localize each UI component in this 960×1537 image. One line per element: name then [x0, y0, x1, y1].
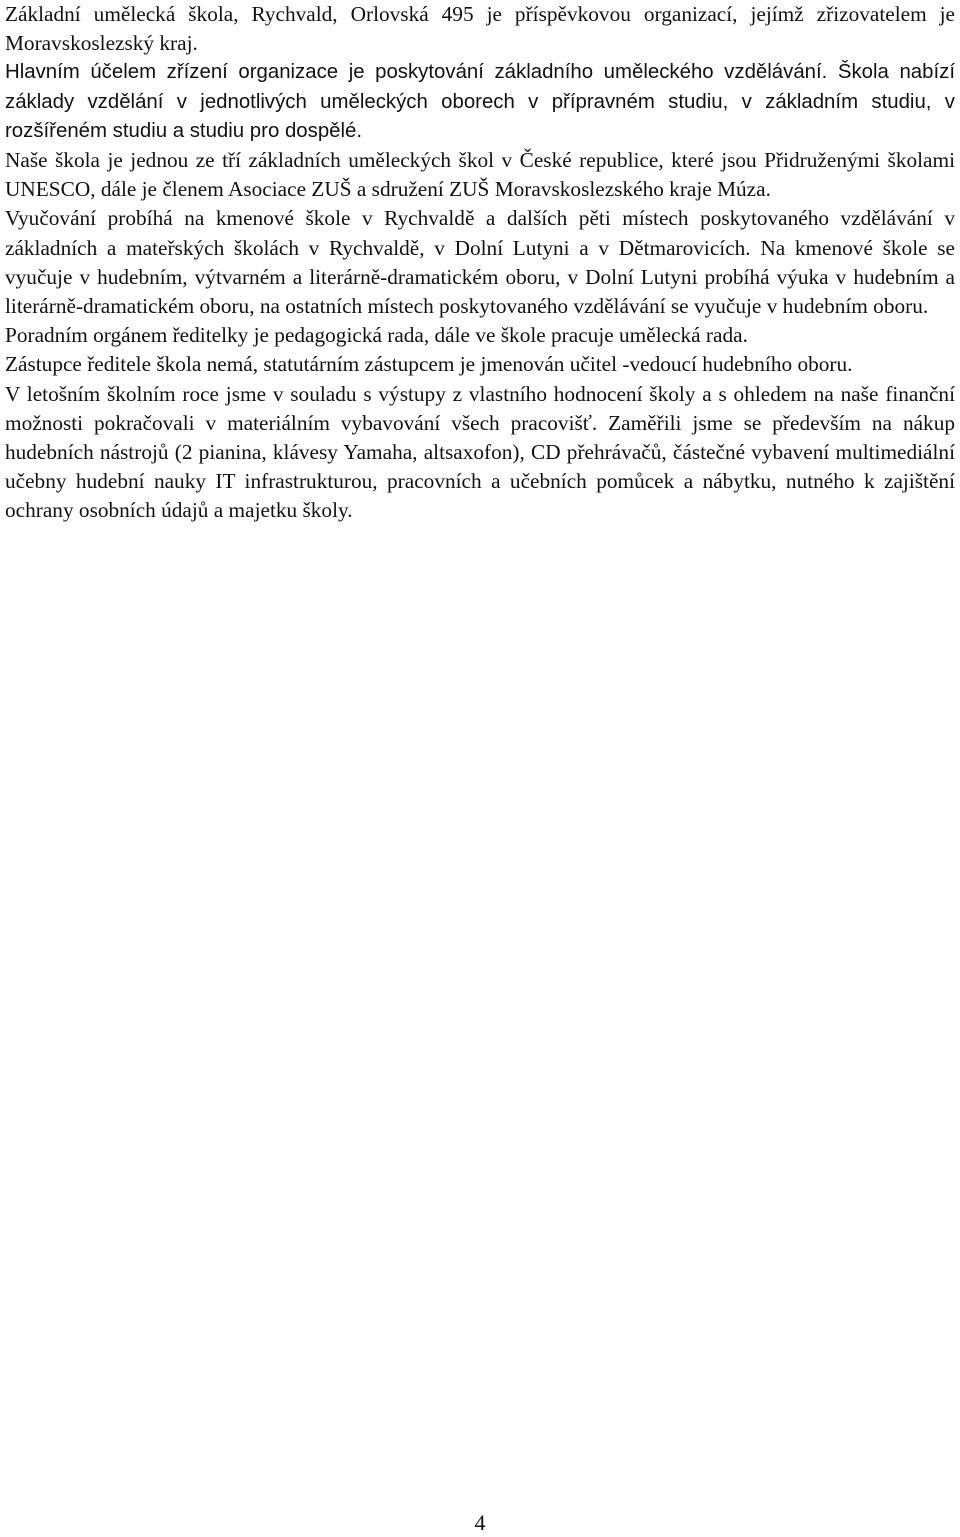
paragraph-equipment: V letošním školním roce jsme v souladu s výstupy z vlastního hodnocení školy a s ohledem na naše finanční možnosti pokračovali v materiálním vybavování všech pracovišť. Zaměřili jsme se především na nákup hudebních nástrojů (2 pianina, klávesy Yamaha, altsaxofon), CD přehrávačů, částečné vybavení multimediální učebny hudební nauky IT infrastrukturou, pracovních a učebních pomůcek a nábytku, nutného k zajištění ochrany osobních údajů a majetku školy.: [5, 381, 955, 523]
paragraph-organization: Základní umělecká škola, Rychvald, Orlovská 495 je příspěvkovou organizací, jejímž zřizovatelem je Moravskoslezský kraj.: [5, 2, 955, 56]
paragraph-purpose: Hlavním účelem zřízení organizace je poskytování základního uměleckého vzdělávání. Škola nabízí základy vzdělání v jednotlivých uměleckých oborech v přípravném studiu, v základním studiu, v rozšířeném studiu a studiu pro dospělé.: [5, 61, 955, 142]
paragraph-advisory-body: Poradním orgánem ředitelky je pedagogická rada, dále ve škole pracuje umělecká rada.: [5, 323, 748, 348]
paragraph-deputy: Zástupce ředitele škola nemá, statutárním zástupcem je jmenován učitel -vedoucí hudebního oboru.: [5, 352, 853, 377]
page-number: 4: [474, 1510, 486, 1535]
paragraph-unesco: Naše škola je jednou ze tří základních uměleckých škol v České republice, které jsou Přidruženými školami UNESCO, dále je členem Asociace ZUŠ a sdružení ZUŠ Moravskoslezského kraje Múza.: [5, 148, 955, 202]
paragraph-teaching-locations: Vyučování probíhá na kmenové škole v Rychvaldě a dalších pěti místech poskytovaného vzdělávání v základních a mateřských školách v Rychvaldě, v Dolní Lutyni a v Dětmarovicích. Na kmenové škole se vyučuje v hudebním, výtvarném a literárně-dramatickém oboru, v Dolní Lutyni probíhá výuka v hudebním a literárně-dramatickém oboru, na ostatních místech poskytovaného vzdělávání se vyučuje v hudebním oboru.: [5, 206, 955, 319]
document-body: [5, 0, 955, 526]
